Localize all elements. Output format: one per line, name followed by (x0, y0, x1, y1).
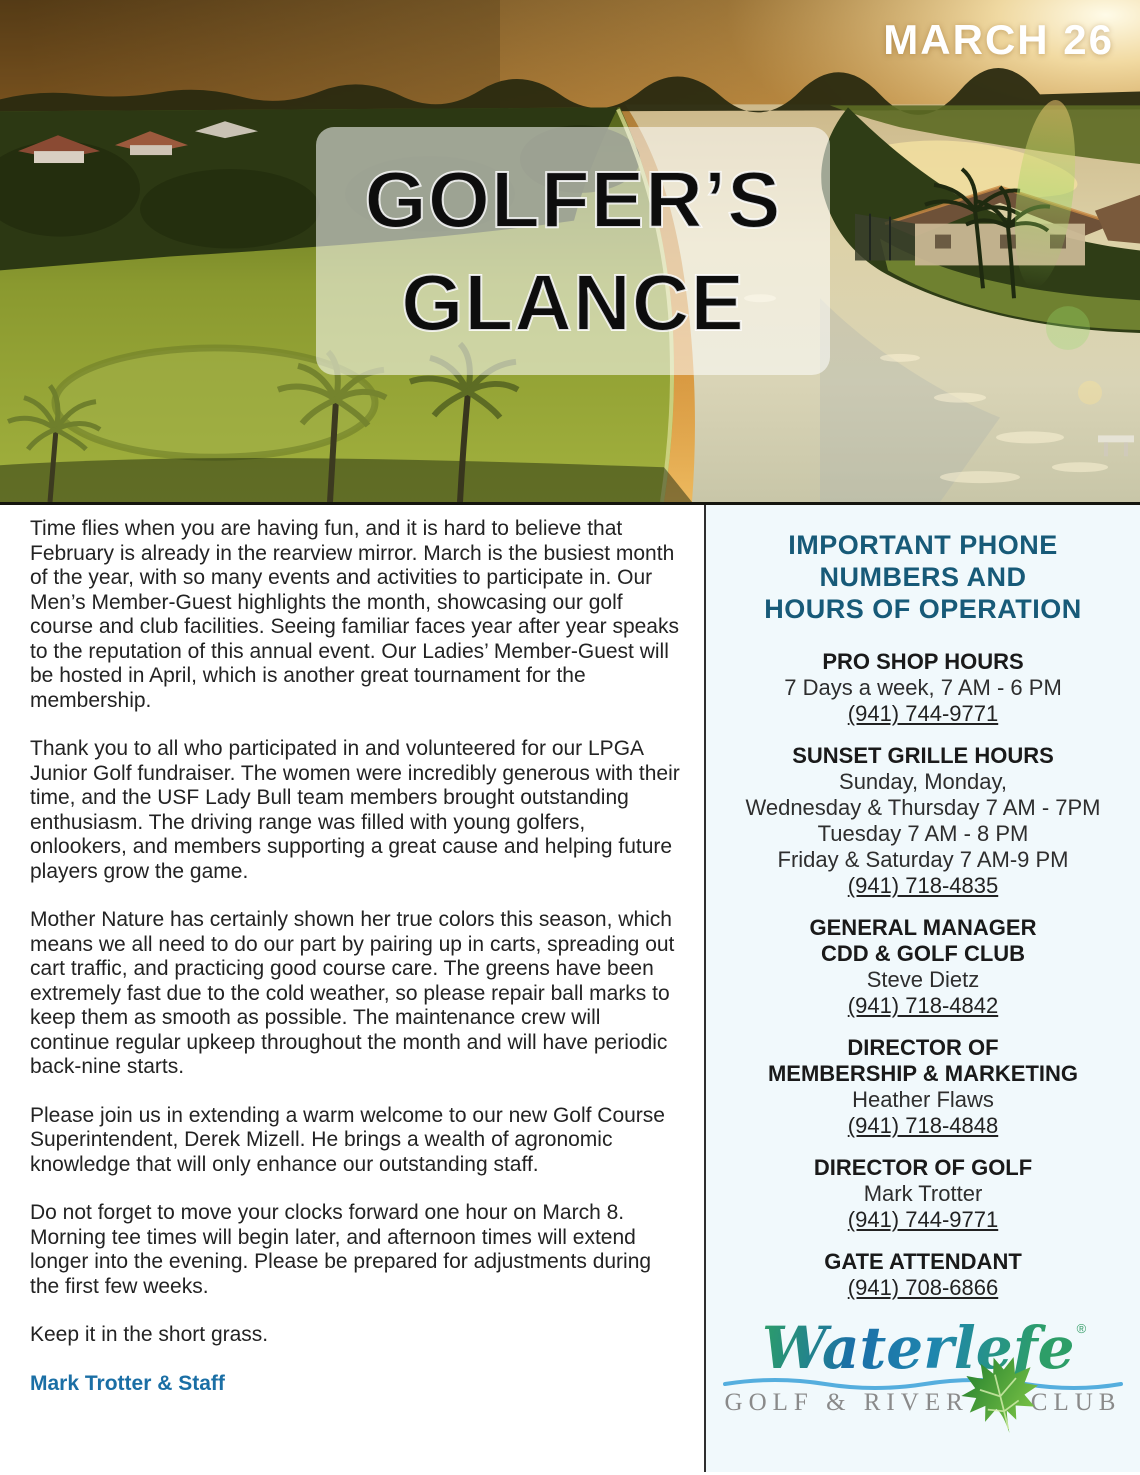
section-line: Heather Flaws (852, 1087, 994, 1112)
sidebar-title-line: HOURS OF OPERATION (764, 594, 1082, 624)
signature: Mark Trotter & Staff (30, 1371, 225, 1395)
paragraph: Do not forget to move your clocks forward one hour on March 8. Morning tee times will begin later, and afternoon times will extend longer into the evening. Please be prepared for adjustments during the first few weeks. (30, 1201, 652, 1298)
sidebar-title (718, 529, 1128, 625)
section-heading: CDD & GOLF CLUB (820, 941, 1026, 966)
gate-attendant-section (718, 1249, 1128, 1301)
pro-shop-hours-section (718, 649, 1128, 727)
sidebar-title-line: NUMBERS AND (819, 562, 1027, 592)
logo-sub-right: CLUB (1030, 1389, 1122, 1416)
registered-mark: ® (1076, 1321, 1087, 1336)
section-line: Sunday, Monday, (839, 769, 1007, 794)
title-box (316, 127, 830, 375)
director-of-golf-phone-link[interactable]: (941) 744-9771 (847, 1207, 999, 1232)
director-of-golf-section (718, 1155, 1128, 1233)
gate-attendant-phone-link[interactable]: (941) 708-6866 (847, 1275, 999, 1300)
section-heading: GENERAL MANAGER (809, 915, 1037, 940)
section-line: Friday & Saturday 7 AM-9 PM (777, 847, 1069, 872)
newsletter-title-line2: GLANCE (401, 258, 745, 347)
paragraph: Please join us in extending a warm welcome to our new Golf Course Superintendent, Derek Mizell. He brings a wealth of agronomic knowledge that will only enhance our outstanding staff. (30, 1103, 665, 1176)
info-sidebar (706, 505, 1140, 1472)
section-heading: DIRECTOR OF (847, 1035, 999, 1060)
membership-marketing-section (718, 1035, 1128, 1139)
logo-subtitle (718, 1389, 1128, 1417)
section-heading: MEMBERSHIP & MARKETING (767, 1061, 1079, 1086)
section-line: 7 Days a week, 7 AM - 6 PM (784, 675, 1062, 700)
newsletter-title-line1: GOLFER’S (364, 155, 782, 244)
section-line: Mark Trotter (863, 1181, 983, 1206)
membership-marketing-phone-link[interactable]: (941) 718-4848 (847, 1113, 999, 1138)
waterlefe-logo (718, 1314, 1128, 1417)
general-manager-section (718, 915, 1128, 1019)
sunset-grille-phone-link[interactable]: (941) 718-4835 (847, 873, 999, 898)
section-heading: SUNSET GRILLE HOURS (792, 743, 1054, 768)
section-heading: DIRECTOR OF GOLF (813, 1155, 1033, 1180)
paragraph: Thank you to all who participated in and volunteered for our LPGA Junior Golf fundraiser. The women were incredibly generous with their time, and the USF Lady Bull team members brought outstanding enthusiasm. The driving range was filled with young golfers, onlookers, and members supporting a great cause and helping future players grow the game. (30, 737, 680, 883)
content-area (0, 505, 1140, 1472)
hero-banner (0, 0, 1140, 505)
paragraph: Time flies when you are having fun, and it is hard to believe that February is already in the rearview mirror. March is the busiest month of the year, with so many events and activities to participate in. Our Men’s Member-Guest highlights the month, showcasing our golf course and club facilities. Seeing familiar faces year after year speaks to the reputation of this annual event. Our Ladies’ Member-Guest will be hosted in April, which is another great tournament for the membership. (30, 517, 679, 712)
logo-sub-left: GOLF & RIVER (724, 1389, 969, 1416)
paragraph: Mother Nature has certainly shown her true colors this season, which means we all need to do our part by pairing up in carts, spreading out cart traffic, and practicing good course care. The greens have been extremely fast due to the cold weather, so please repair ball marks to keep them as smooth as possible. The maintenance crew will continue regular upkeep throughout the month and will have periodic back-nine starts. (30, 908, 675, 1078)
issue-date: MARCH 26 (883, 16, 1114, 63)
sunset-grille-hours-section (718, 743, 1128, 899)
sidebar-title-line: IMPORTANT PHONE (788, 530, 1058, 560)
section-line: Wednesday & Thursday 7 AM - 7PM (745, 795, 1101, 820)
section-line: Tuesday 7 AM - 8 PM (817, 821, 1029, 846)
section-line: Steve Dietz (866, 967, 980, 992)
logo-wordmark: Waterlefe (761, 1314, 1075, 1382)
pro-shop-phone-link[interactable]: (941) 744-9771 (847, 701, 999, 726)
general-manager-phone-link[interactable]: (941) 718-4842 (847, 993, 999, 1018)
section-heading: GATE ATTENDANT (824, 1249, 1022, 1274)
article-column (0, 505, 706, 1472)
paragraph: Keep it in the short grass. (30, 1323, 269, 1346)
section-heading: PRO SHOP HOURS (822, 649, 1024, 674)
